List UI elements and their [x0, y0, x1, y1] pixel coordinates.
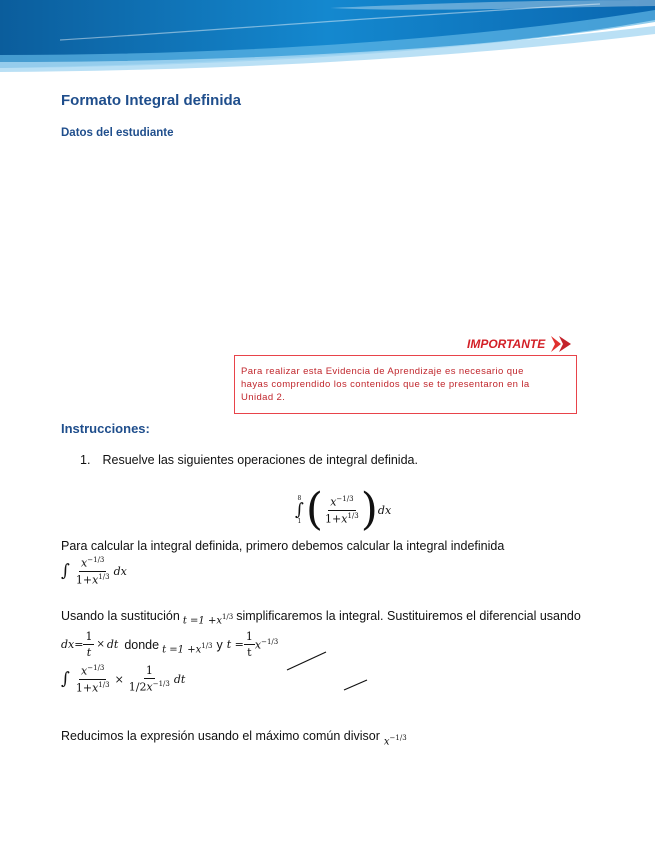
- note-line: Unidad 2.: [241, 392, 286, 403]
- important-note: [234, 355, 577, 414]
- list-text: Resuelve las siguientes operaciones de integral definida.: [102, 453, 418, 467]
- integral-sign: ∫: [61, 560, 70, 581]
- definite-integral: 8 ∫ 1 ( $x^{-1/3}$ $1+x^{1/3}$ ) dx: [295, 484, 392, 535]
- important-callout: [467, 334, 573, 354]
- note-line: Para realizar esta Evidencia de Aprendizaje es necesario que: [241, 366, 524, 377]
- note-line: hayas comprendido los contenidos que se te presentaron en la: [241, 379, 530, 390]
- substituted-integral: ∫ $\frac{x^{-1/3}}{1+x^{1/3}}$ × $\frac{1}{1/2x^{-1/3}}$ dt: [61, 664, 186, 695]
- paragraph: Reducimos la expresión usando el máximo común divisor $x^{-1/3}$: [61, 729, 407, 747]
- paragraph: Para calcular la integral definida, primero debemos calcular la integral indefinida: [61, 539, 505, 553]
- lower-limit: 1: [297, 517, 302, 525]
- list-item: [80, 453, 418, 467]
- paragraph: Usando la sustitución $t =1 +x^{1/3}$ simplificaremos la integral. Sustituiremos el diferencial usando: [61, 609, 581, 626]
- integral-sign: ∫: [295, 499, 304, 520]
- integrand-fraction: $x^{-1/3}$ $1+x^{1/3}$: [325, 494, 359, 526]
- student-data-heading: Datos del estudiante: [61, 127, 174, 139]
- substitution-line: dx= $\frac{1}{t}$ × dt donde $t =1 +x^{1/3}$ y t = $\frac{1}{t}$ $x^{-1/3}$: [61, 630, 279, 659]
- page-title: Formato Integral definida: [61, 92, 242, 109]
- stray-line: [286, 650, 328, 672]
- double-arrow-icon: [549, 334, 573, 354]
- list-number: 1.: [80, 453, 91, 467]
- stray-line: [343, 678, 369, 692]
- indefinite-integral: ∫ $x^{-1/3}$ $1+x^{1/3}$ dx: [61, 556, 127, 587]
- header-banner: [0, 0, 655, 80]
- upper-limit: 8: [297, 494, 302, 502]
- instructions-heading: Instrucciones:: [61, 421, 150, 436]
- dx-symbol: dx: [377, 503, 392, 517]
- important-label: IMPORTANTE: [467, 337, 546, 351]
